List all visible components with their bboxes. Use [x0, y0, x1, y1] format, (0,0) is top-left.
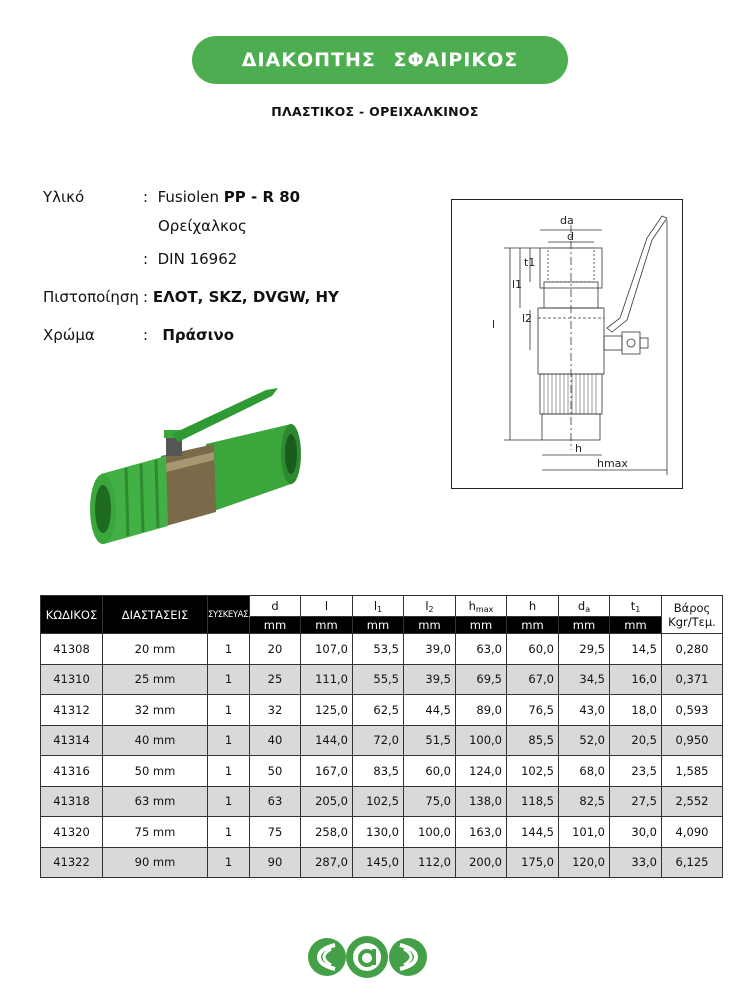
cell-t1: 30,0 — [610, 817, 662, 848]
cell-pack: 1 — [208, 756, 250, 787]
cell-da: 101,0 — [559, 817, 610, 848]
cell-h: 144,5 — [507, 817, 559, 848]
header-dims: ΔΙΑΣΤΑΣΕΙΣ — [103, 596, 208, 634]
cell-l: 125,0 — [301, 695, 353, 726]
cell-l: 107,0 — [301, 634, 353, 665]
cell-dims: 20 mm — [103, 634, 208, 665]
separator: : — [143, 250, 149, 268]
material-bold: PP - R 80 — [223, 188, 301, 206]
valve-cross-section-drawing — [452, 200, 681, 487]
cell-l1: 55,5 — [353, 664, 404, 695]
header-weight — [662, 596, 723, 634]
header-pack: ΣΥΣΚΕΥΑΣ. — [208, 596, 250, 634]
cell-t1: 16,0 — [610, 664, 662, 695]
cell-weight: 0,950 — [662, 725, 723, 756]
cell-l1: 102,5 — [353, 786, 404, 817]
dim-label-da: da — [560, 214, 574, 227]
cell-hmax: 69,5 — [456, 664, 507, 695]
unit-cell: mm — [301, 617, 353, 634]
spec-material-value — [143, 188, 300, 206]
header-da — [559, 596, 610, 617]
header-weight-line2: Kgr/Τεμ. — [668, 614, 716, 629]
cell-l2: 39,0 — [404, 634, 456, 665]
cell-da: 43,0 — [559, 695, 610, 726]
cell-da: 82,5 — [559, 786, 610, 817]
dimensions-table — [40, 595, 723, 878]
cell-l1: 53,5 — [353, 634, 404, 665]
cell-h: 76,5 — [507, 695, 559, 726]
cell-dims: 63 mm — [103, 786, 208, 817]
cell-hmax: 63,0 — [456, 634, 507, 665]
cell-code: 41310 — [41, 664, 103, 695]
dim-label-l: l — [492, 318, 496, 331]
page-subtitle: ΠΛΑΣΤΙΚΟΣ - ΟΡΕΙΧΑΛΚΙΝΟΣ — [271, 104, 479, 119]
unit-cell: mm — [456, 617, 507, 634]
cell-l: 167,0 — [301, 756, 353, 787]
table-body — [41, 634, 723, 878]
cell-code: 41308 — [41, 634, 103, 665]
header-d: d — [250, 596, 301, 617]
cell-code: 41314 — [41, 725, 103, 756]
cell-l2: 100,0 — [404, 817, 456, 848]
cell-t1: 33,0 — [610, 847, 662, 878]
dim-label-d: d — [567, 230, 574, 243]
cell-t1: 18,0 — [610, 695, 662, 726]
header-l2-sub: 2 — [428, 604, 434, 614]
cell-da: 34,5 — [559, 664, 610, 695]
unit-cell: mm — [353, 617, 404, 634]
dim-label-t1: t1 — [524, 256, 536, 269]
table-header-row — [41, 596, 723, 617]
cell-t1: 27,5 — [610, 786, 662, 817]
cell-l1: 83,5 — [353, 756, 404, 787]
unit-cell: mm — [610, 617, 662, 634]
cell-l: 205,0 — [301, 786, 353, 817]
dim-label-l1: l1 — [512, 278, 523, 291]
cell-l2: 39,5 — [404, 664, 456, 695]
spec-color-label: Χρώμα — [43, 326, 95, 344]
table-row — [41, 817, 723, 848]
cell-l1: 130,0 — [353, 817, 404, 848]
header-t1 — [610, 596, 662, 617]
separator: : — [143, 288, 149, 306]
cell-l2: 112,0 — [404, 847, 456, 878]
cell-weight: 1,585 — [662, 756, 723, 787]
cell-l1: 145,0 — [353, 847, 404, 878]
header-code: ΚΩΔΙΚΟΣ — [41, 596, 103, 634]
table-row — [41, 847, 723, 878]
cell-weight: 2,552 — [662, 786, 723, 817]
cell-d: 50 — [250, 756, 301, 787]
cell-dims: 90 mm — [103, 847, 208, 878]
spec-standard — [143, 250, 237, 268]
table-row — [41, 634, 723, 665]
cell-h: 118,5 — [507, 786, 559, 817]
header-weight-line1: Βάρος — [673, 600, 711, 615]
spec-material-line2: Ορείχαλκος — [158, 217, 247, 235]
dim-label-hmax: hmax — [597, 457, 628, 470]
product-image — [86, 364, 306, 564]
cell-hmax: 100,0 — [456, 725, 507, 756]
table-row — [41, 695, 723, 726]
cell-dims: 25 mm — [103, 664, 208, 695]
cell-code: 41320 — [41, 817, 103, 848]
standard-value: DIN 16962 — [157, 250, 238, 268]
cell-h: 67,0 — [507, 664, 559, 695]
cell-h: 175,0 — [507, 847, 559, 878]
header-l2 — [404, 596, 456, 617]
company-logo — [305, 935, 430, 979]
cell-weight: 6,125 — [662, 847, 723, 878]
cell-d: 20 — [250, 634, 301, 665]
header-t1-sub: 1 — [635, 604, 641, 614]
cell-t1: 20,5 — [610, 725, 662, 756]
cell-pack: 1 — [208, 817, 250, 848]
cell-d: 25 — [250, 664, 301, 695]
cell-da: 29,5 — [559, 634, 610, 665]
cell-t1: 14,5 — [610, 634, 662, 665]
cell-dims: 32 mm — [103, 695, 208, 726]
spec-cert-label: Πιστοποίηση — [43, 288, 139, 306]
cell-h: 85,5 — [507, 725, 559, 756]
dim-label-l2: l2 — [522, 312, 533, 325]
spec-cert-value — [143, 288, 339, 306]
cell-weight: 0,280 — [662, 634, 723, 665]
header-h: h — [507, 596, 559, 617]
cell-l2: 75,0 — [404, 786, 456, 817]
ball-valve-image — [86, 364, 306, 564]
dim-label-h: h — [575, 442, 582, 455]
spec-color-value — [143, 326, 234, 344]
cell-code: 41312 — [41, 695, 103, 726]
cell-code: 41318 — [41, 786, 103, 817]
unit-cell: mm — [404, 617, 456, 634]
cell-pack: 1 — [208, 847, 250, 878]
cell-h: 102,5 — [507, 756, 559, 787]
header-t1-main: t — [630, 598, 636, 613]
cell-weight: 0,593 — [662, 695, 723, 726]
table-row — [41, 786, 723, 817]
cert-value: ΕΛΟΤ, SKZ, DVGW, HY — [152, 288, 339, 306]
cell-d: 32 — [250, 695, 301, 726]
cell-l: 287,0 — [301, 847, 353, 878]
cell-pack: 1 — [208, 725, 250, 756]
cell-code: 41316 — [41, 756, 103, 787]
header-l1-main: l — [373, 598, 378, 613]
header-hmax-sub: max — [475, 604, 494, 614]
cell-pack: 1 — [208, 664, 250, 695]
header-da-sub: a — [585, 604, 591, 614]
unit-cell: mm — [507, 617, 559, 634]
cell-da: 68,0 — [559, 756, 610, 787]
cell-d: 75 — [250, 817, 301, 848]
separator: : — [143, 188, 149, 206]
cell-dims: 40 mm — [103, 725, 208, 756]
cell-hmax: 163,0 — [456, 817, 507, 848]
cell-d: 63 — [250, 786, 301, 817]
cell-hmax: 138,0 — [456, 786, 507, 817]
page-title: ΔΙΑΚΟΠΤΗΣ ΣΦΑΙΡΙΚΟΣ — [192, 36, 568, 84]
cell-hmax: 124,0 — [456, 756, 507, 787]
cell-code: 41322 — [41, 847, 103, 878]
material-prefix: Fusiolen — [157, 188, 219, 206]
color-value: Πράσινο — [162, 326, 235, 344]
logo-mark-icon — [305, 935, 430, 979]
cell-da: 52,0 — [559, 725, 610, 756]
cell-l1: 62,5 — [353, 695, 404, 726]
cell-h: 60,0 — [507, 634, 559, 665]
cell-pack: 1 — [208, 695, 250, 726]
cell-hmax: 89,0 — [456, 695, 507, 726]
header-hmax-main: h — [468, 598, 476, 613]
cell-t1: 23,5 — [610, 756, 662, 787]
cell-l: 111,0 — [301, 664, 353, 695]
unit-cell: mm — [559, 617, 610, 634]
cell-weight: 0,371 — [662, 664, 723, 695]
table-row — [41, 756, 723, 787]
cell-d: 40 — [250, 725, 301, 756]
cell-dims: 50 mm — [103, 756, 208, 787]
cell-l2: 44,5 — [404, 695, 456, 726]
cell-pack: 1 — [208, 634, 250, 665]
cell-d: 90 — [250, 847, 301, 878]
cell-l1: 72,0 — [353, 725, 404, 756]
cell-l: 144,0 — [301, 725, 353, 756]
table-row — [41, 725, 723, 756]
header-da-main: d — [577, 598, 586, 613]
header-l: l — [301, 596, 353, 617]
cell-pack: 1 — [208, 786, 250, 817]
unit-cell: mm — [250, 617, 301, 634]
header-l2-main: l — [425, 598, 429, 613]
cell-hmax: 200,0 — [456, 847, 507, 878]
cell-da: 120,0 — [559, 847, 610, 878]
cell-dims: 75 mm — [103, 817, 208, 848]
cell-l: 258,0 — [301, 817, 353, 848]
header-hmax — [456, 596, 507, 617]
cell-l2: 60,0 — [404, 756, 456, 787]
cell-weight: 4,090 — [662, 817, 723, 848]
technical-drawing — [451, 199, 683, 489]
separator: : — [143, 326, 149, 344]
spec-material-label: Υλικό — [43, 188, 85, 206]
header-l1 — [353, 596, 404, 617]
header-l1-sub: 1 — [377, 604, 383, 614]
cell-l2: 51,5 — [404, 725, 456, 756]
table-row — [41, 664, 723, 695]
